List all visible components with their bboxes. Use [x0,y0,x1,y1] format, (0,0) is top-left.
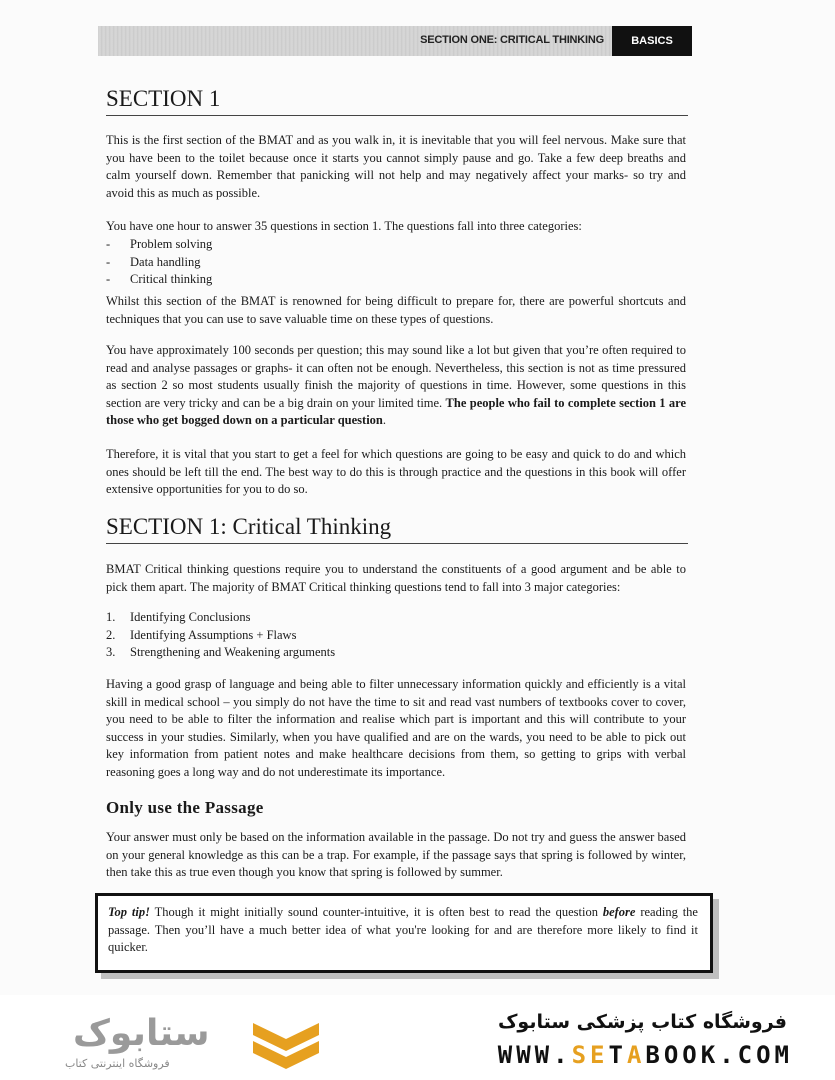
list-item: - Data handling [106,254,201,269]
setabook-logo [55,1013,325,1073]
emphasis-before: before [602,905,636,919]
section1-para5: Therefore, it is vital that you start to get a feel for which questions are going to be easy and quick to do and which ones should be left till the end. The best way to do this is through practice and the questions in this book will offer extensive opportunities for you to do so. [106,447,686,496]
chevron-logo-icon [253,1017,319,1073]
top-tip-label: Top tip! [108,905,150,919]
list-item: - Critical thinking [106,272,213,286]
section1-para1: This is the first section of the BMAT and as you walk in, it is inevitable that you will feel nervous. Make sure that you have been to the toilet because once it starts you cannot simply pause and go. Take a few deep breaths and calm yourself down. Remember that panicking will not help and may negatively affect your marks- so try and avoid this as much as possible. [106,133,686,200]
logo-wordmark: ستابوک [73,1013,210,1054]
passage-heading: Only use the Passage [106,798,264,817]
section1-para4: You have approximately 100 seconds per question; this may sound like a lot but given that you’re often required to read and analyse passages or graphs- it can often not be enough. Nevertheless, this section is not as time pressured as section 2 so most students usually finish the majority of questions in time. However, some questions in this section are very tricky and can be a big drain on your limited time. The people who fail to complete section 1 are those who get bogged down on a particular question. [106,343,686,427]
section1-para3: Whilst this section of the BMAT is renowned for being difficult to prepare for, there are powerful shortcuts and techniques that you can use to save valuable time on these types of questions. [106,294,686,326]
critical-para1: BMAT Critical thinking questions require you to understand the constituents of a good argument and be able to pick them apart. The majority of BMAT Critical thinking questions tend to fall into 3 major categories: [106,562,686,594]
section1-category-list [106,236,686,289]
store-url: WWW.SETABOOK.COM [497,1041,793,1069]
running-header [98,26,692,56]
critical-para2: Having a good grasp of language and being able to filter unnecessary information quickly and efficiently is a vital skill in medical school – you simply do not have the time to sit and read vast numbers of textbooks cover to cover, you need to be able to filter the information and realise which part is important and this will contribute to your success in your studies. Similarly, when you have qualified and are on the wards, you need to be able to pick out key information from patient notes and make healthcare decisions from them, so getting to grips with verbal reasoning goes a long way and do not underestimate its importance. [106,677,686,779]
top-tip-text: Top tip! Though it might initially sound counter-intuitive, it is often best to read the question before reading the passage. Then you’ll have a much better idea of what you're looking for and are therefore more likely to find it quicker. [108,905,698,954]
header-section-label: SECTION ONE: CRITICAL THINKING [420,34,604,46]
top-tip-box [95,893,713,973]
watermark-footer [0,995,835,1080]
bold-emphasis: The people who fail to complete section 1 are those who get bogged down on a particular question [106,395,686,427]
store-name: فروشگاه کتاب پزشکی ستابوک [497,1011,787,1033]
section1-para2: You have one hour to answer 35 questions in section 1. The questions fall into three categories: [106,219,582,233]
header-tab-basics: BASICS [612,26,692,56]
critical-thinking-heading: SECTION 1: Critical Thinking [106,514,688,544]
critical-category-list [106,609,686,662]
list-item: - Problem solving [106,237,213,251]
section1-heading: SECTION 1 [106,86,688,116]
list-item: 2. Identifying Assumptions + Flaws [106,627,297,642]
passage-para1: Your answer must only be based on the information available in the passage. Do not try and guess the answer based on your general knowledge as this can be a trap. For example, if the passage says that spring is followed by winter, then take this as true even though you know that spring is followed by summer. [106,830,686,879]
list-item: 1. Identifying Conclusions [106,610,251,624]
list-item: 3. Strengthening and Weakening arguments [106,645,336,659]
logo-subtitle: فروشگاه اینترنتی کتاب [65,1057,170,1070]
